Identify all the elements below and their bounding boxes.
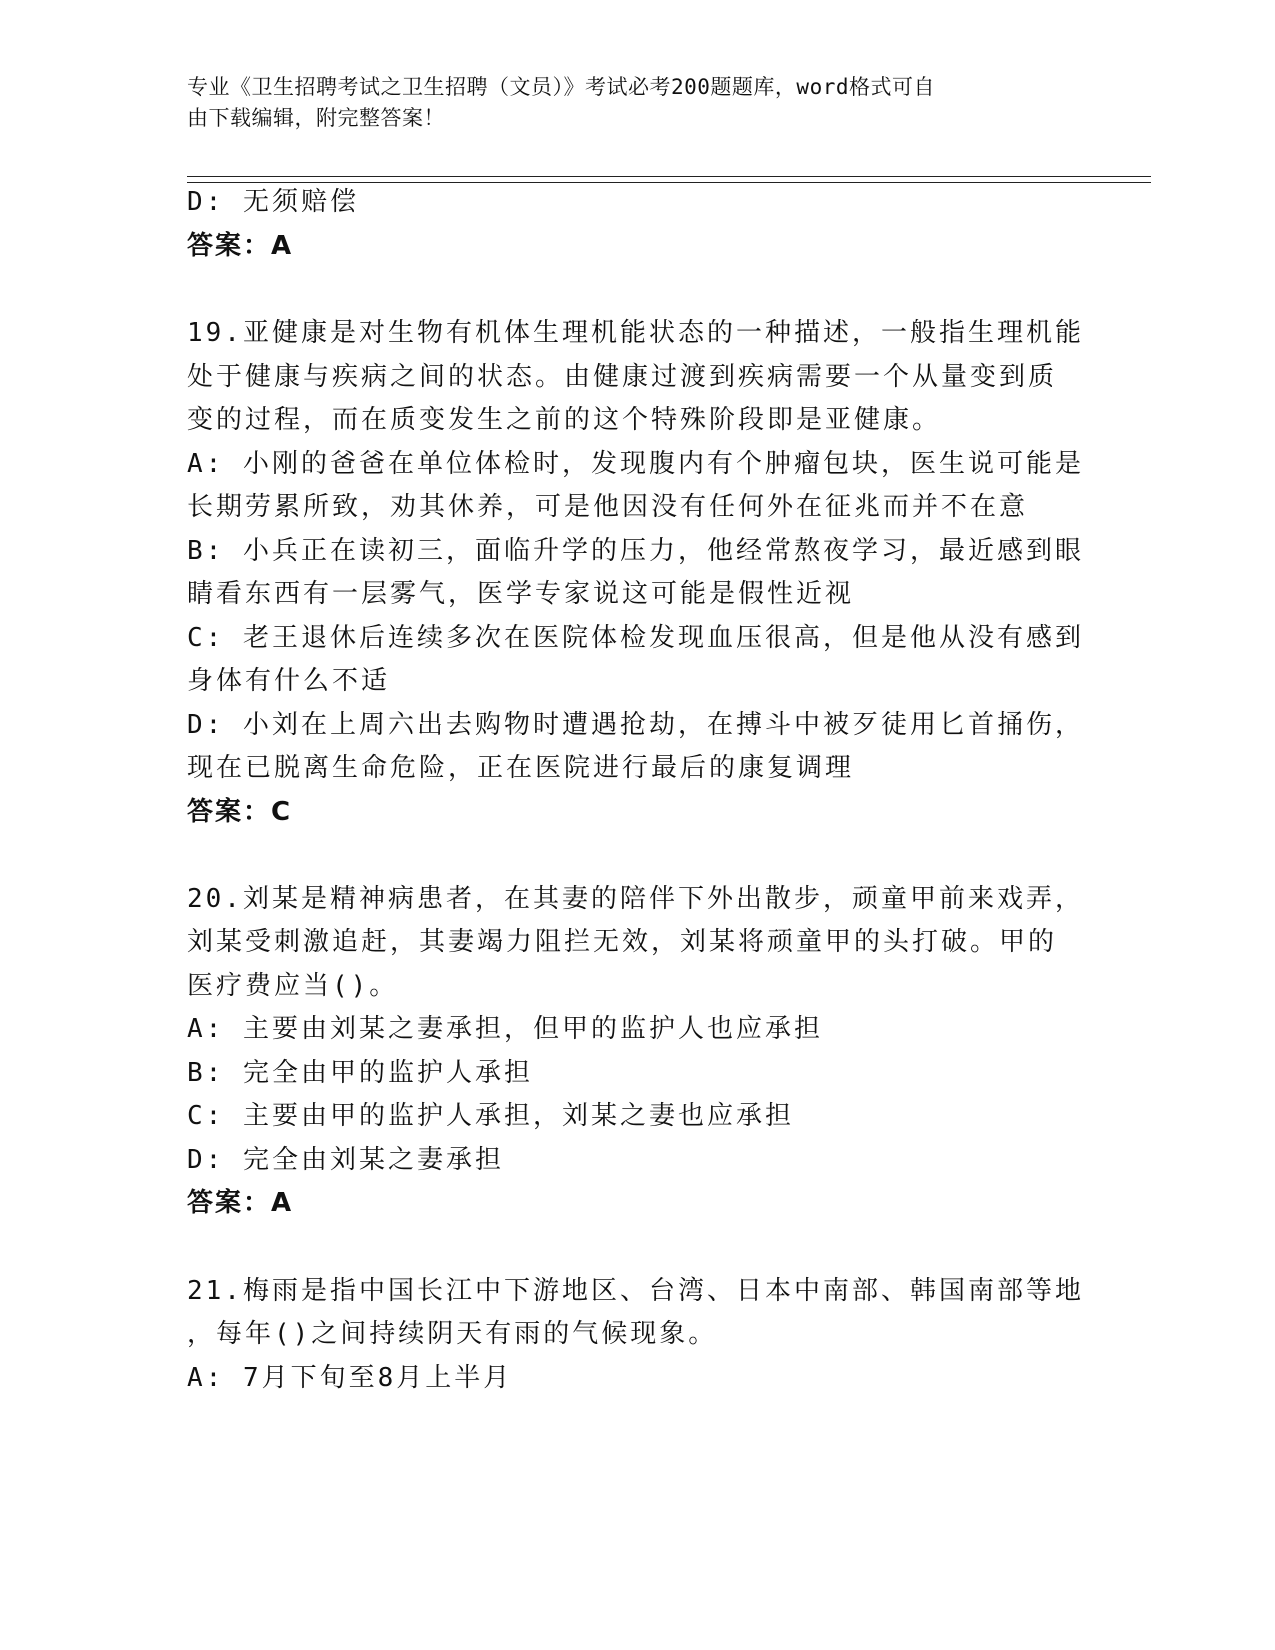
q19-option-a-line-1: A: 小刚的爸爸在单位体检时，发现腹内有个肿瘤包块，医生说可能是 [187,449,1084,479]
header-title-line-2: 由下载编辑，附完整答案！ [187,106,445,130]
q20-option-a: A: 主要由刘某之妻承担，但甲的监护人也应承担 [187,1014,823,1044]
q19-option-c-line-1: C: 老王退休后连续多次在医院体检发现血压很高，但是他从没有感到 [187,623,1084,653]
prev-question-option-d: D: 无须赔偿 [187,187,359,217]
page-header [187,72,1067,134]
q21-option-a: A: 7月下旬至8月上半月 [187,1363,513,1393]
q21-stem-line-2: ，每年()之间持续阴天有雨的气候现象。 [187,1319,718,1349]
header-title-line-1: 专业《卫生招聘考试之卫生招聘（文员）》考试必考200题题库，word格式可自 [187,75,935,99]
q19-option-c-line-2: 身体有什么不适 [187,666,391,696]
q19-option-a-line-2: 长期劳累所致，劝其休养，可是他因没有任何外在征兆而并不在意 [187,492,1029,522]
q20-answer: 答案：A [187,1188,294,1218]
q20-option-c: C: 主要由甲的监护人承担，刘某之妻也应承担 [187,1101,794,1131]
q19-option-d-line-1: D: 小刘在上周六出去购物时遭遇抢劫，在搏斗中被歹徒用匕首捅伤， [187,710,1084,740]
q19-stem-line-3: 变的过程，而在质变发生之前的这个特殊阶段即是亚健康。 [187,405,942,435]
q20-option-b: B: 完全由甲的监护人承担 [187,1058,533,1088]
q19-option-b-line-2: 睛看东西有一层雾气，医学专家说这可能是假性近视 [187,579,855,609]
q19-answer: 答案：C [187,797,293,827]
q19-stem-line-2: 处于健康与疾病之间的状态。由健康过渡到疾病需要一个从量变到质 [187,362,1058,392]
q19-option-b-line-1: B: 小兵正在读初三，面临升学的压力，他经常熬夜学习，最近感到眼 [187,536,1084,566]
q19-stem-line-1: 19.亚健康是对生物有机体生理机能状态的一种描述，一般指生理机能 [187,318,1084,348]
prev-question-answer: 答案：A [187,231,294,261]
q20-stem-line-3: 医疗费应当()。 [187,971,399,1001]
q21-stem-line-1: 21.梅雨是指中国长江中下游地区、台湾、日本中南部、韩国南部等地 [187,1276,1084,1306]
q20-stem-line-2: 刘某受刺激追赶，其妻竭力阻拦无效，刘某将顽童甲的头打破。甲的 [187,927,1058,957]
q20-stem-line-1: 20.刘某是精神病患者，在其妻的陪伴下外出散步，顽童甲前来戏弄， [187,884,1084,914]
q20-option-d: D: 完全由刘某之妻承担 [187,1145,504,1175]
q19-option-d-line-2: 现在已脱离生命危险，正在医院进行最后的康复调理 [187,753,855,783]
